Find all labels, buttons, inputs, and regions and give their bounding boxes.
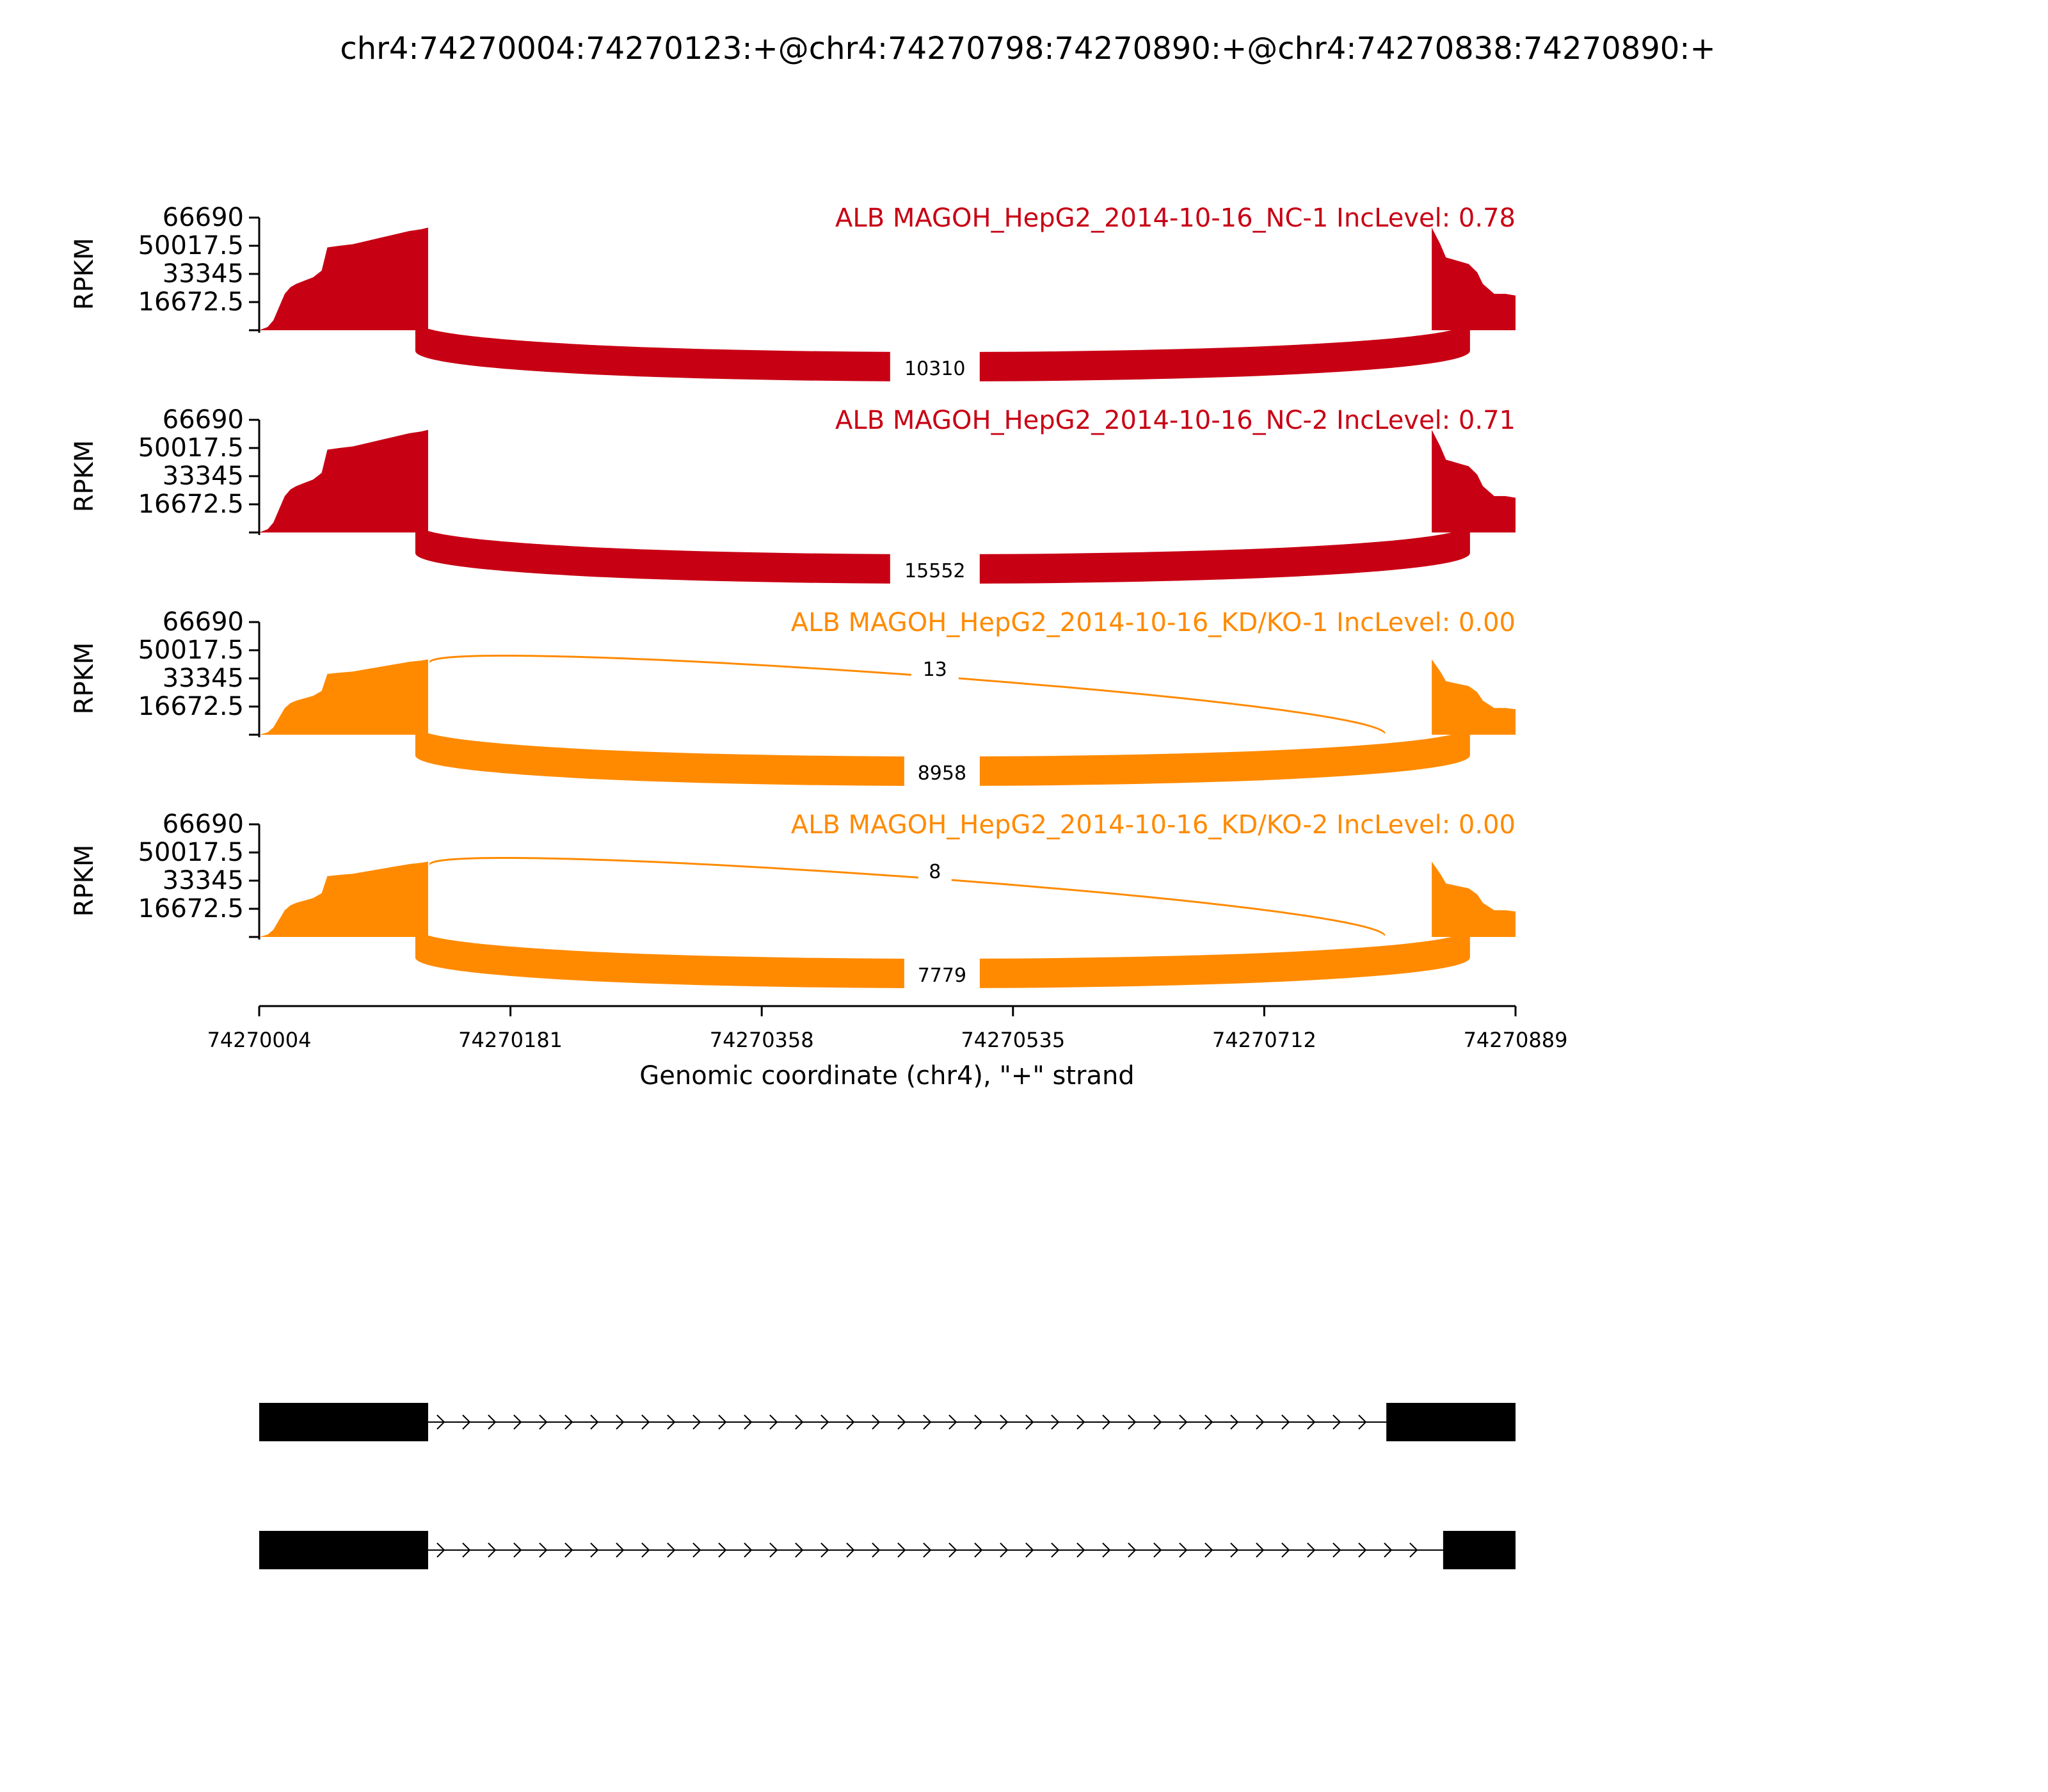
y-tick-label: 66690	[162, 203, 244, 232]
junction-count: 13	[922, 659, 947, 681]
y-tick-label: 50017.5	[138, 636, 244, 665]
y-tick-label: 16672.5	[138, 287, 244, 317]
junction-count: 10310	[904, 358, 966, 380]
y-tick-label: 16672.5	[138, 490, 244, 519]
x-tick-label: 74270181	[458, 1028, 563, 1052]
y-tick-label: 66690	[162, 405, 244, 435]
sample-label: ALB MAGOH_HepG2_2014-10-16_NC-1 IncLevel: 0.78	[835, 204, 1516, 233]
exon-block	[1443, 1531, 1516, 1569]
junction-count: 8	[929, 861, 941, 883]
x-tick-label: 74270358	[709, 1028, 814, 1052]
junction-count: 8958	[917, 762, 967, 785]
y-tick-label: 33345	[162, 259, 244, 289]
junction-count: 15552	[904, 560, 966, 582]
junction-count: 7779	[917, 964, 967, 987]
sample-label: ALB MAGOH_HepG2_2014-10-16_KD/KO-1 IncLevel: 0.00	[790, 608, 1516, 637]
sample-label: ALB MAGOH_HepG2_2014-10-16_NC-2 IncLevel: 0.71	[835, 406, 1516, 435]
x-tick-label: 74270889	[1463, 1028, 1568, 1052]
x-tick-label: 74270712	[1212, 1028, 1316, 1052]
exon-block	[259, 1531, 428, 1569]
x-tick-label: 74270535	[961, 1028, 1066, 1052]
x-axis-label: Genomic coordinate (chr4), "+" strand	[639, 1061, 1135, 1091]
y-tick-label: 33345	[162, 866, 244, 895]
y-tick-label: 33345	[162, 664, 244, 693]
x-tick-label: 74270004	[207, 1028, 312, 1052]
y-axis-label: RPKM	[70, 844, 99, 917]
chart-title: chr4:74270004:74270123:+@chr4:74270798:74270890:+@chr4:74270838:74270890:+	[340, 31, 1716, 67]
exon-block	[1386, 1403, 1516, 1441]
y-tick-label: 50017.5	[138, 231, 244, 260]
sample-label: ALB MAGOH_HepG2_2014-10-16_KD/KO-2 IncLevel: 0.00	[790, 810, 1516, 840]
y-tick-label: 66690	[162, 607, 244, 637]
y-axis-label: RPKM	[70, 642, 99, 715]
y-tick-label: 16672.5	[138, 692, 244, 721]
y-tick-label: 66690	[162, 810, 244, 839]
y-tick-label: 16672.5	[138, 894, 244, 924]
y-tick-label: 50017.5	[138, 433, 244, 463]
y-axis-label: RPKM	[70, 237, 99, 310]
y-tick-label: 33345	[162, 461, 244, 491]
y-tick-label: 50017.5	[138, 838, 244, 867]
y-axis-label: RPKM	[70, 440, 99, 513]
exon-block	[259, 1403, 428, 1441]
